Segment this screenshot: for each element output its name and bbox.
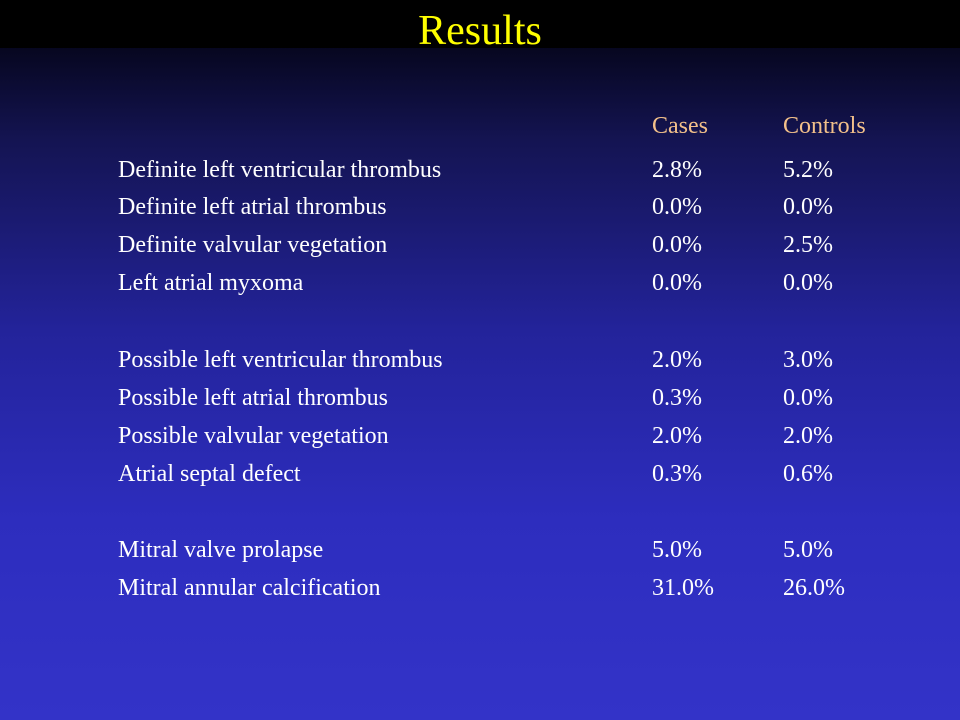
- table-row: [0, 345, 960, 375]
- slide-title: Results: [418, 8, 542, 54]
- controls-value: 5.2%: [783, 157, 833, 183]
- cases-value: 0.0%: [652, 232, 702, 258]
- cases-value: 0.3%: [652, 461, 702, 487]
- table-row: [0, 268, 960, 298]
- controls-value: 2.0%: [783, 423, 833, 449]
- row-label: Left atrial myxoma: [118, 270, 304, 296]
- column-header-controls: Controls: [783, 113, 866, 139]
- controls-value: 2.5%: [783, 232, 833, 258]
- cases-value: 2.0%: [652, 423, 702, 449]
- table-row: [0, 383, 960, 413]
- cases-value: 0.0%: [652, 194, 702, 220]
- controls-value: 0.6%: [783, 461, 833, 487]
- row-label: Definite left atrial thrombus: [118, 194, 387, 220]
- table-row: [0, 573, 960, 603]
- cases-value: 2.8%: [652, 157, 702, 183]
- controls-value: 0.0%: [783, 194, 833, 220]
- cases-value: 5.0%: [652, 537, 702, 563]
- controls-value: 0.0%: [783, 270, 833, 296]
- table-row: [0, 230, 960, 260]
- controls-value: 26.0%: [783, 575, 845, 601]
- column-header-cases: Cases: [652, 113, 708, 139]
- controls-value: 3.0%: [783, 347, 833, 373]
- cases-value: 31.0%: [652, 575, 714, 601]
- row-label: Definite valvular vegetation: [118, 232, 388, 258]
- controls-value: 5.0%: [783, 537, 833, 563]
- table-row: [0, 421, 960, 451]
- table-row: [0, 155, 960, 185]
- cases-value: 2.0%: [652, 347, 702, 373]
- row-label: Possible left atrial thrombus: [118, 385, 388, 411]
- row-label: Definite left ventricular thrombus: [118, 157, 442, 183]
- table-row: [0, 535, 960, 565]
- row-label: Possible left ventricular thrombus: [118, 347, 443, 373]
- controls-value: 0.0%: [783, 385, 833, 411]
- cases-value: 0.3%: [652, 385, 702, 411]
- row-label: Mitral annular calcification: [118, 575, 381, 601]
- cases-value: 0.0%: [652, 270, 702, 296]
- row-label: Possible valvular vegetation: [118, 423, 389, 449]
- table-row: [0, 192, 960, 222]
- table-row: [0, 459, 960, 489]
- row-label: Mitral valve prolapse: [118, 537, 324, 563]
- row-label: Atrial septal defect: [118, 461, 301, 487]
